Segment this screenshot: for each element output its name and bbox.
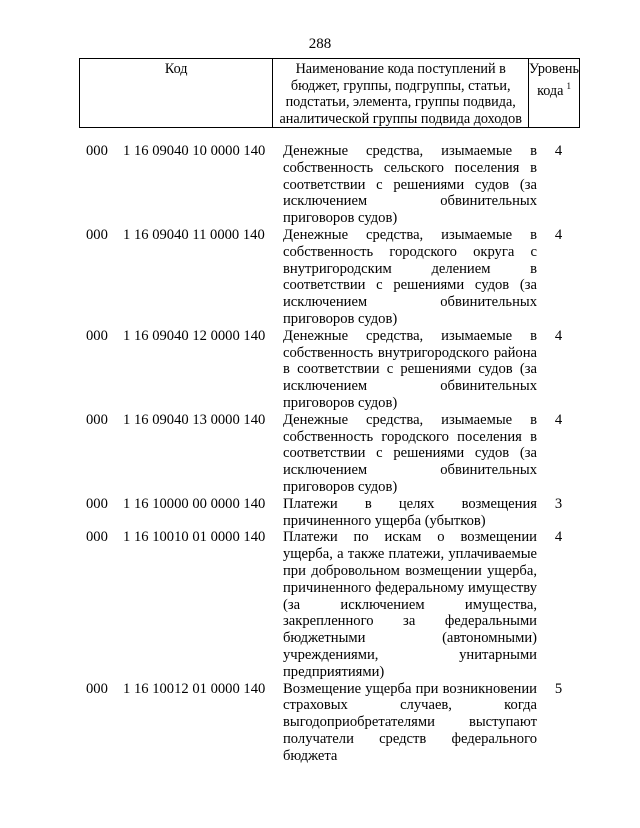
row-name: Денежные средства, изымаемые в собственность внутригородского района в соответствии с решениями судов (за исключением обвинительных приговоров судов)	[283, 327, 537, 411]
row-revenue-code: 1 16 10000 00 0000 140	[123, 495, 266, 512]
table-row	[79, 681, 580, 765]
row-level: 4	[554, 327, 563, 344]
table-row	[79, 143, 580, 227]
row-admin-code: 000	[86, 680, 108, 697]
row-admin-code: 000	[86, 327, 108, 344]
page-number: 288	[308, 36, 332, 52]
footnote-marker: 1	[566, 80, 571, 91]
row-name: Денежные средства, изымаемые в собственность сельского поселения в соответствии с решениями судов (за исключением обвинительных приговоров судов)	[283, 143, 537, 227]
row-admin-code: 000	[86, 495, 108, 512]
row-revenue-code: 1 16 09040 10 0000 140	[123, 143, 266, 159]
row-level: 5	[554, 680, 563, 697]
table-row	[79, 496, 580, 530]
row-level: 4	[554, 411, 563, 428]
row-revenue-code: 1 16 10012 01 0000 140	[123, 680, 266, 697]
row-admin-code: 000	[86, 411, 108, 428]
row-revenue-code: 1 16 09040 13 0000 140	[123, 411, 266, 428]
row-name: Денежные средства, изымаемые в собственность городского округа с внутригородским делением в соответствии с решениями судов (за исключением обвинительных приговоров судов)	[283, 226, 537, 327]
table-header	[79, 58, 580, 128]
table-row	[79, 227, 580, 328]
table-row	[79, 412, 580, 496]
row-admin-code: 000	[86, 529, 108, 546]
header-code: Код	[80, 59, 273, 127]
row-revenue-code: 1 16 09040 11 0000 140	[123, 226, 265, 243]
row-revenue-code: 1 16 10010 01 0000 140	[123, 529, 266, 546]
table-row	[79, 529, 580, 680]
row-name: Платежи в целях возмещения причиненного ущерба (убытков)	[283, 495, 537, 529]
row-name: Возмещение ущерба при возникновении страховых случаев, когда выгодоприобретателями выступают получатели средств федерального бюджета	[283, 680, 537, 764]
table-row	[79, 328, 580, 412]
row-level: 4	[554, 226, 563, 243]
row-level: 4	[554, 143, 563, 159]
row-admin-code: 000	[86, 143, 108, 159]
header-level-label: Уровень кода	[529, 61, 579, 99]
header-name: Наименование кода поступлений в бюджет, группы, подгруппы, статьи, подстатьи, элемента, группы подвида, аналитической группы подвида доходов	[273, 59, 529, 127]
table-body	[79, 143, 580, 764]
row-revenue-code: 1 16 09040 12 0000 140	[123, 327, 266, 344]
row-admin-code: 000	[86, 226, 108, 243]
row-name: Платежи по искам о возмещении ущерба, а также платежи, уплачиваемые при добровольном возмещении ущерба, причиненного федеральному имуществу (за исключением имущества, закрепленного за федеральными бюджетными (автономными) учреждениями, унитарными предприятиями)	[283, 529, 537, 680]
row-level: 3	[554, 495, 563, 512]
row-level: 4	[554, 529, 563, 546]
row-name: Денежные средства, изымаемые в собственность городского поселения в соответствии с решениями судов (за исключением обвинительных приговоров судов)	[283, 411, 537, 495]
header-level	[529, 59, 579, 127]
